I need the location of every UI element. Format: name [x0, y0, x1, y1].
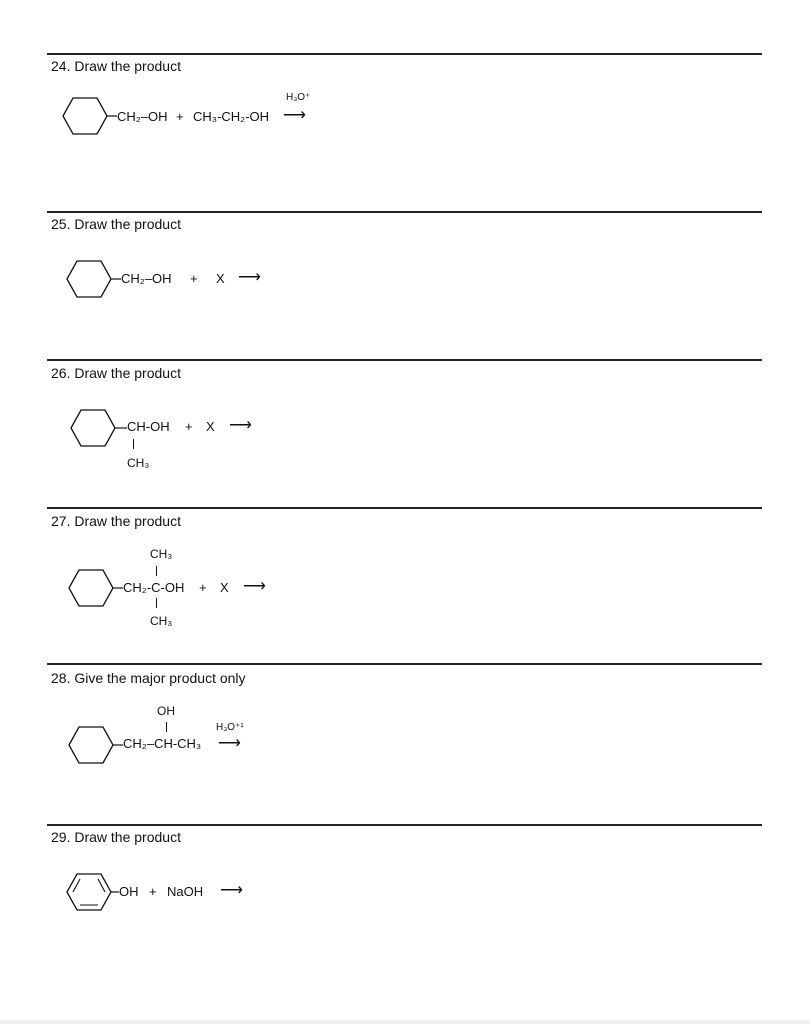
reagent-29: NaOH — [167, 884, 204, 899]
divider-27 — [47, 507, 762, 509]
reagent-24: CH₃-CH₂-OH — [193, 109, 270, 124]
substituent-27: CH₂-C-OH — [123, 580, 185, 595]
condition-24: H₃O⁺ — [286, 92, 311, 103]
plus-26: + — [185, 419, 193, 434]
plus-27: + — [199, 580, 207, 595]
condition-28: H₃O⁺¹ — [216, 722, 244, 733]
divider-28 — [47, 663, 762, 665]
plus-24: + — [176, 109, 184, 124]
question-25-title: 25. Draw the product — [51, 216, 181, 232]
divider-26 — [47, 359, 762, 361]
bond-line — [111, 891, 119, 893]
branch-below-27: CH₃ — [150, 614, 173, 628]
question-28-title: 28. Give the major product only — [51, 670, 246, 686]
substituent-26: CH-OH — [127, 419, 170, 434]
arrow-29-icon: ⟶ — [220, 882, 243, 899]
question-27-title: 27. Draw the product — [51, 513, 181, 529]
arrow-24-icon: ⟶ — [283, 107, 306, 124]
benzene-ring-icon — [66, 873, 114, 911]
bond-line — [115, 427, 127, 429]
bond-line — [113, 744, 123, 746]
divider-25 — [47, 211, 762, 213]
reagent-26: X — [206, 419, 215, 434]
reagent-27: X — [220, 580, 229, 595]
substituent-25: CH₂–OH — [121, 271, 172, 286]
arrow-27-icon: ⟶ — [243, 578, 266, 595]
question-24-title: 24. Draw the product — [51, 58, 181, 74]
arrow-26-icon: ⟶ — [229, 417, 252, 434]
bond-vertical — [166, 722, 167, 732]
plus-29: + — [149, 884, 157, 899]
bond-line — [113, 587, 123, 589]
reagent-25: X — [216, 271, 225, 286]
cyclohexane-ring-icon — [62, 97, 110, 135]
question-26-title: 26. Draw the product — [51, 365, 181, 381]
cyclohexane-ring-icon — [66, 260, 114, 298]
cyclohexane-ring-icon — [68, 726, 116, 764]
divider-29 — [47, 824, 762, 826]
bond-vertical — [156, 566, 157, 576]
substituent-24: CH₂–OH — [117, 109, 168, 124]
branch-below-26: CH₃ — [127, 456, 150, 470]
arrow-28-icon: ⟶ — [218, 735, 241, 752]
divider-24 — [47, 53, 762, 55]
cyclohexane-ring-icon — [68, 569, 116, 607]
bond-vertical — [133, 439, 134, 449]
branch-above-28: OH — [157, 704, 175, 718]
branch-above-27: CH₃ — [150, 547, 173, 561]
cyclohexane-ring-icon — [70, 409, 118, 447]
question-29-title: 29. Draw the product — [51, 829, 181, 845]
arrow-25-icon: ⟶ — [238, 269, 261, 286]
bond-line — [111, 278, 121, 280]
plus-25: + — [190, 271, 198, 286]
substituent-29: OH — [119, 884, 139, 899]
page-bottom-edge — [0, 1020, 810, 1024]
substituent-28: CH₂–CH-CH₃ — [123, 736, 202, 751]
bond-vertical — [156, 598, 157, 608]
bond-line — [107, 115, 117, 117]
